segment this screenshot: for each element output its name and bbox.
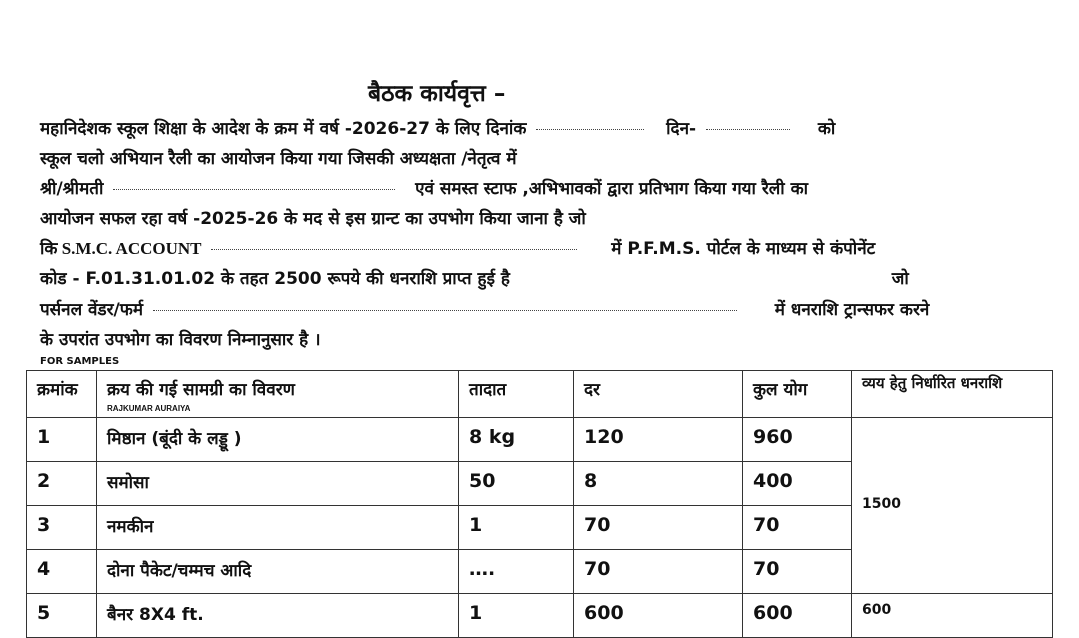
para-line-1-text: महानिदेशक स्कूल शिक्षा के आदेश के क्रम में वर्ष -2026-27 के लिए दिनांक (40, 119, 527, 139)
para-line-6 (40, 266, 909, 289)
para-line-3 (40, 176, 808, 199)
row-description: दोना पैकेट/चम्मच आदि (97, 550, 459, 594)
row-total: 70 (743, 550, 852, 594)
row-sno: 4 (27, 550, 97, 594)
day-label: दिन- (666, 119, 697, 139)
row-quantity: 50 (459, 462, 574, 506)
account-blank (211, 249, 577, 250)
table-row (27, 418, 1053, 462)
para-line-2: स्कूल चलो अभियान रैली का आयोजन किया गया जिसकी अध्यक्षता /नेतृत्व में (40, 149, 517, 169)
header-sno: क्रमांक (27, 371, 97, 418)
row-total: 600 (743, 594, 852, 638)
para-line-8: के उपरांत उपभोग का विवरण निम्नानुसार है । (40, 330, 321, 350)
row-sno: 2 (27, 462, 97, 506)
para-line-6-end: जो (891, 269, 909, 289)
shri-label: श्री/श्रीमती (40, 179, 104, 199)
table-header-row (27, 371, 1053, 418)
name-blank (113, 189, 395, 190)
vendor-label: पर्सनल वेंडर/फर्म (40, 300, 144, 320)
para-line-3-text: एवं समस्त स्टाफ ,अभिभावकों द्वारा प्रतिभाग किया गया रैली का (415, 179, 809, 199)
row-quantity: 1 (459, 506, 574, 550)
para-line-7 (40, 297, 929, 320)
vendor-blank (153, 310, 737, 311)
document-title: बैठक कार्यवृत्त – (368, 81, 506, 107)
row-sno: 5 (27, 594, 97, 638)
date-blank (536, 129, 644, 130)
smc-account-label: कि S.M.C. ACCOUNT (40, 239, 202, 258)
header-total: कुल योग (743, 371, 852, 418)
row-description: नमकीन (97, 506, 459, 550)
para-line-5-text: में P.F.M.S. पोर्टल के माध्यम से कंपोनेंट (611, 239, 876, 259)
row-total: 70 (743, 506, 852, 550)
header-description-label: क्रय की गई सामग्री का विवरण (107, 380, 295, 400)
row-quantity: 8 kg (459, 418, 574, 462)
para-line-5 (40, 236, 875, 259)
row-description: मिष्ठान (बूंदी के लड्डू ) (97, 418, 459, 462)
para-line-1-end: को (817, 119, 836, 139)
row-rate: 8 (574, 462, 743, 506)
row-quantity: 1 (459, 594, 574, 638)
para-line-1 (40, 116, 835, 139)
row-quantity: …. (459, 550, 574, 594)
budget-cell-group: 1500 (852, 418, 1053, 594)
header-description-sub: RAJKUMAR AURAIYA (107, 404, 191, 413)
row-rate: 70 (574, 506, 743, 550)
expense-table (26, 370, 1053, 638)
row-rate: 70 (574, 550, 743, 594)
header-budget: व्यय हेतु निर्धारित धनराशि (852, 371, 1053, 418)
header-rate: दर (574, 371, 743, 418)
row-description: समोसा (97, 462, 459, 506)
row-rate: 120 (574, 418, 743, 462)
row-rate: 600 (574, 594, 743, 638)
row-total: 400 (743, 462, 852, 506)
component-code-text: कोड - F.01.31.01.02 के तहत 2500 रूपये की धनराशि प्राप्त हुई है (40, 269, 510, 289)
row-sno: 1 (27, 418, 97, 462)
day-blank (706, 129, 790, 130)
budget-cell-row5: 600 (852, 594, 1053, 638)
samples-label: FOR SAMPLES (40, 356, 120, 367)
row-description: बैनर 8X4 ft. (97, 594, 459, 638)
table-row (27, 594, 1053, 638)
header-quantity: तादात (459, 371, 574, 418)
para-line-4: आयोजन सफल रहा वर्ष -2025-26 के मद से इस ग्रान्ट का उपभोग किया जाना है जो (40, 209, 586, 229)
header-description (97, 371, 459, 418)
row-total: 960 (743, 418, 852, 462)
row-sno: 3 (27, 506, 97, 550)
para-line-7-text: में धनराशि ट्रान्सफर करने (774, 300, 930, 320)
